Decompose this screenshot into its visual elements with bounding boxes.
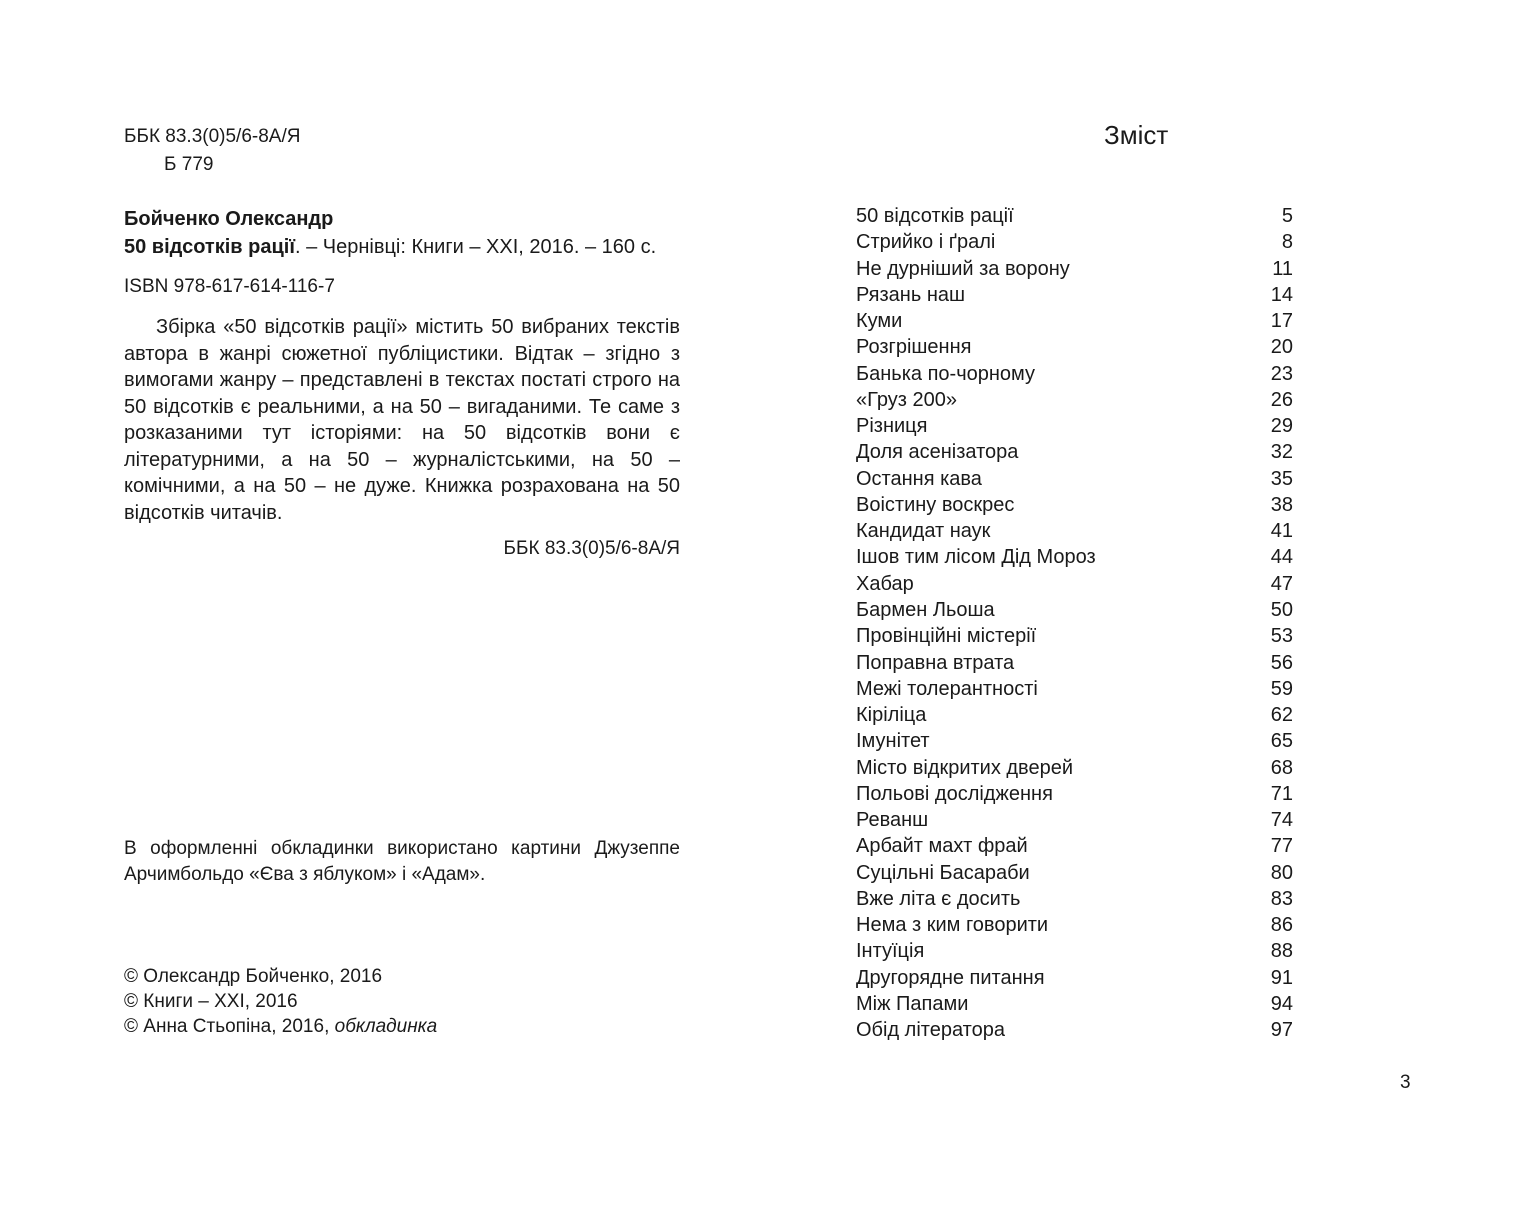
toc-entry-title: Воістину воскрес <box>856 493 1015 516</box>
toc-entry-page: 32 <box>1270 441 1293 464</box>
toc-entry[interactable] <box>856 518 1293 544</box>
toc-entry[interactable] <box>856 492 1293 518</box>
toc-entry-title: «Груз 200» <box>856 388 957 411</box>
toc-entry-title: Стрийко і ґралі <box>856 231 996 254</box>
toc-entry[interactable] <box>856 597 1293 623</box>
toc-entry[interactable] <box>856 413 1293 439</box>
toc-entry-page: 50 <box>1270 598 1293 621</box>
toc-entry[interactable] <box>856 886 1293 912</box>
toc-entry-title: Імунітет <box>856 730 930 753</box>
copyright-line-cover <box>124 1014 437 1039</box>
toc-entry-page: 68 <box>1270 756 1293 779</box>
toc-entry[interactable] <box>856 676 1293 702</box>
copyright-cover-role: обкладинка <box>334 1016 438 1037</box>
toc-entry-page: 83 <box>1270 887 1293 910</box>
page-number: 3 <box>1400 1072 1411 1093</box>
toc-entry[interactable] <box>856 334 1293 360</box>
toc-entry-title: 50 відсотків рації <box>856 205 1014 227</box>
toc-entry[interactable] <box>856 965 1293 991</box>
toc-entry-page: 47 <box>1270 572 1293 595</box>
table-of-contents <box>856 203 1293 1044</box>
toc-entry-title: Банька по-чорному <box>856 362 1036 385</box>
toc-entry-page: 56 <box>1270 651 1293 674</box>
toc-entry-title: Бармен Льоша <box>856 598 995 621</box>
toc-entry-page: 88 <box>1270 940 1293 963</box>
bbk-code: ББК 83.3(0)5/6-8А/Я <box>124 126 301 147</box>
toc-entry-page: 41 <box>1270 520 1293 543</box>
toc-entry[interactable] <box>856 702 1293 728</box>
copyright-block <box>124 964 437 1039</box>
copyright-cover-prefix: © Анна Стьопіна, 2016, <box>124 1016 335 1037</box>
toc-entry-title: Другорядне питання <box>856 966 1045 989</box>
toc-entry-page: 71 <box>1270 782 1293 805</box>
toc-entry[interactable] <box>856 912 1293 938</box>
toc-entry[interactable] <box>856 466 1293 492</box>
toc-entry-page: 17 <box>1270 310 1293 333</box>
copyright-line: © Книги – ХХІ, 2016 <box>124 991 298 1012</box>
toc-entry-page: 74 <box>1270 809 1293 832</box>
toc-entry-title: Кандидат наук <box>856 520 991 543</box>
toc-entry[interactable] <box>856 571 1293 597</box>
toc-entry-title: Ішов тим лісом Дід Мороз <box>856 546 1096 569</box>
toc-entry-title: Обід літератора <box>856 1019 1005 1042</box>
isbn: ISBN 978-617-614-116-7 <box>124 276 335 297</box>
toc-entry-title: Остання кава <box>856 467 982 490</box>
publication-info: . – Чернівці: Книги – ХХІ, 2016. – 160 с. <box>294 236 657 258</box>
toc-entry-title: Провінційні містерії <box>856 625 1037 648</box>
toc-entry[interactable] <box>856 544 1293 570</box>
toc-entry-title: Реванш <box>856 809 929 832</box>
toc-entry[interactable] <box>856 991 1293 1017</box>
toc-entry-page: 26 <box>1270 388 1293 411</box>
toc-entry[interactable] <box>856 203 1293 229</box>
toc-entry[interactable] <box>856 361 1293 387</box>
toc-entry-title: Суцільні Басараби <box>856 861 1030 884</box>
toc-entry-page: 77 <box>1270 835 1293 858</box>
book-title: 50 відсотків рації <box>124 236 295 258</box>
toc-entry-title: Доля асенізатора <box>856 441 1019 464</box>
toc-entry-title: Між Папами <box>856 992 969 1015</box>
toc-entry[interactable] <box>856 650 1293 676</box>
toc-entry-page: 86 <box>1270 914 1293 937</box>
toc-entry-page: 53 <box>1270 625 1293 648</box>
toc-entry-title: Різниця <box>856 415 928 438</box>
toc-entry-page: 94 <box>1270 992 1293 1015</box>
toc-entry-title: Кіріліца <box>856 704 927 727</box>
toc-entry[interactable] <box>856 938 1293 964</box>
toc-entry-page: 59 <box>1270 677 1293 700</box>
contents-title: Зміст <box>1104 120 1169 150</box>
toc-entry-title: Інтуїція <box>856 940 925 963</box>
toc-entry-title: Межі толерантності <box>856 677 1038 700</box>
bibliographic-line <box>124 234 656 260</box>
copyright-line: © Олександр Бойченко, 2016 <box>124 966 383 987</box>
annotation: Збірка «50 відсотків рації» містить 50 вибраних текстів автора в жанрі сюжетної публіцистики. Відтак – згідно з вимогами жанру – представлені в текстах постаті строго на 50 відсотків є реальними, а на 50 – вигаданими. Те саме з розказаними тут історіями: на 50 відсотків вони є літературними, а на 50 – журналістськими, на 50 – комічними, а на 50 – не дуже. Книжка розрахована на 50 відсотків читачів. <box>124 316 680 524</box>
toc-entry[interactable] <box>856 439 1293 465</box>
author-mark: Б 779 <box>164 154 214 175</box>
toc-entry[interactable] <box>856 623 1293 649</box>
bbk-code-right: ББК 83.3(0)5/6-8А/Я <box>503 538 680 559</box>
toc-entry[interactable] <box>856 755 1293 781</box>
toc-entry-title: Польові дослідження <box>856 782 1053 805</box>
toc-entry[interactable] <box>856 1017 1293 1043</box>
toc-entry-page: 5 <box>1281 205 1293 227</box>
toc-entry-page: 80 <box>1270 861 1293 884</box>
toc-entry-page: 35 <box>1270 467 1293 490</box>
toc-entry-page: 11 <box>1272 257 1293 280</box>
toc-entry-page: 44 <box>1270 546 1293 569</box>
toc-entry[interactable] <box>856 308 1293 334</box>
toc-entry-page: 62 <box>1270 704 1293 727</box>
toc-entry[interactable] <box>856 282 1293 308</box>
toc-entry-title: Куми <box>856 310 903 333</box>
toc-entry-page: 29 <box>1270 415 1293 438</box>
toc-entry-title: Поправна втрата <box>856 651 1015 674</box>
toc-entry-title: Рязань наш <box>856 283 966 306</box>
toc-entry-title: Арбайт махт фрай <box>856 835 1028 858</box>
toc-entry-page: 8 <box>1281 231 1293 254</box>
toc-entry[interactable] <box>856 860 1293 886</box>
toc-entry-title: Розгрішення <box>856 336 972 359</box>
toc-entry[interactable] <box>856 728 1293 754</box>
toc-entry-page: 91 <box>1270 966 1293 989</box>
toc-entry-title: Хабар <box>856 572 914 595</box>
toc-entry-page: 20 <box>1270 336 1293 359</box>
toc-entry-page: 65 <box>1270 730 1293 753</box>
toc-entry-title: Нема з ким говорити <box>856 914 1049 937</box>
toc-entry[interactable] <box>856 781 1293 807</box>
toc-entry[interactable] <box>856 833 1293 859</box>
toc-entry-page: 14 <box>1270 283 1293 306</box>
toc-entry-title: Місто відкритих дверей <box>856 756 1074 779</box>
toc-entry-page: 23 <box>1270 362 1293 385</box>
author-name: Бойченко Олександр <box>124 208 334 230</box>
toc-entry[interactable] <box>856 229 1293 255</box>
toc-entry-title: Вже літа є досить <box>856 887 1021 910</box>
cover-note: В оформленні обкладинки використано картини Джузеппе Арчимбольдо «Єва з яблуком» і «Адам». <box>124 838 680 885</box>
toc-entry[interactable] <box>856 256 1293 282</box>
toc-entry-title: Не дурніший за ворону <box>856 257 1070 280</box>
toc-entry[interactable] <box>856 387 1293 413</box>
toc-entry-page: 38 <box>1270 493 1293 516</box>
toc-entry-page: 97 <box>1270 1019 1293 1042</box>
toc-entry[interactable] <box>856 807 1293 833</box>
